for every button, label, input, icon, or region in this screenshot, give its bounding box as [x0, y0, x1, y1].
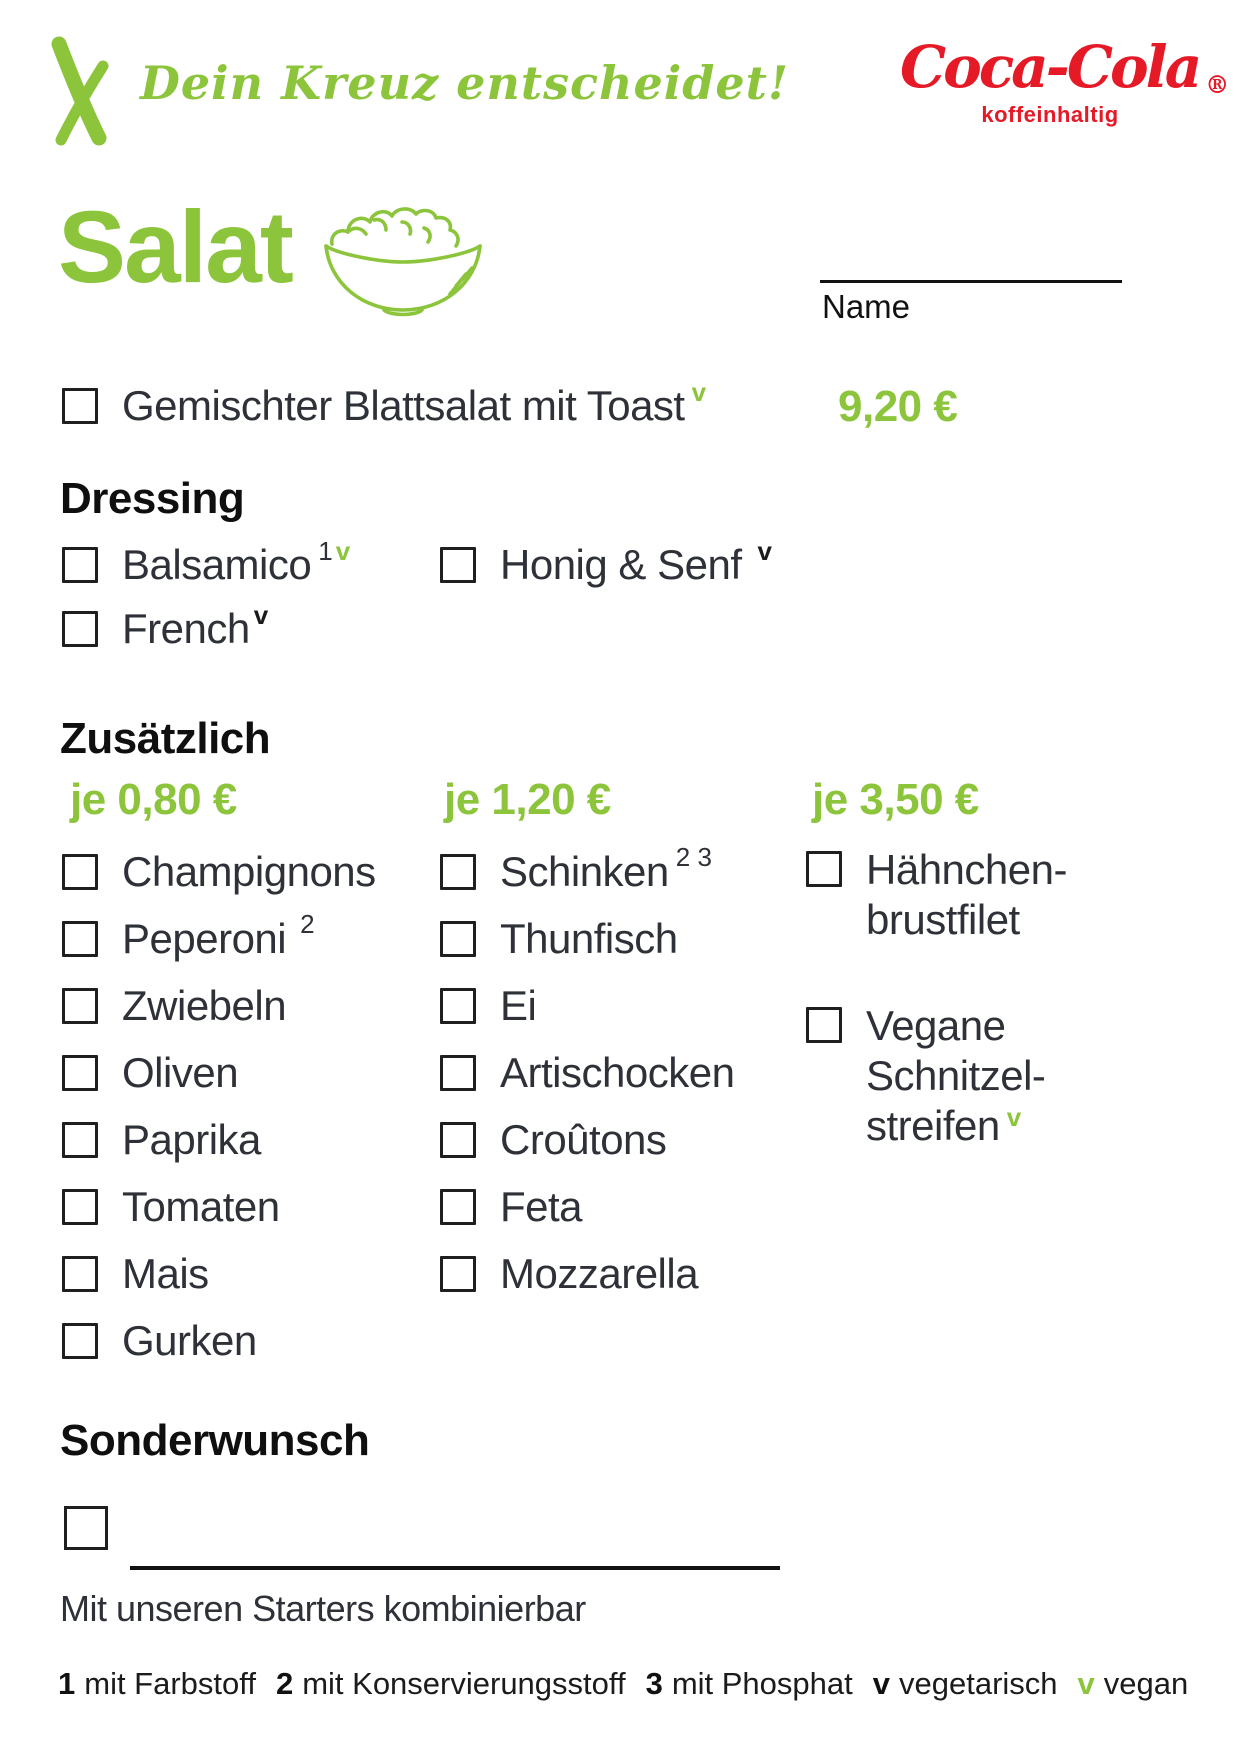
- dressing-item-balsamico: [62, 535, 351, 589]
- vegan-marker: v: [691, 376, 707, 407]
- name-label: Name: [822, 288, 911, 325]
- item-label: Gurken: [122, 1316, 257, 1364]
- legend-entry: [276, 1666, 626, 1702]
- additive-marker: 1: [318, 535, 333, 566]
- item-label: Hähnchen- brustfilet: [866, 846, 1067, 943]
- vegetarian-marker: v: [253, 599, 269, 630]
- item-label: Feta: [500, 1182, 583, 1230]
- extras-item: [806, 1001, 1067, 1156]
- checkbox-tomaten[interactable]: [62, 1189, 98, 1225]
- extras-item: [440, 1173, 734, 1240]
- vegetarian-marker: v: [757, 535, 772, 566]
- checkbox-sonderwunsch[interactable]: [64, 1506, 108, 1550]
- extras-heading: Zusätzlich: [60, 714, 271, 763]
- footnote-legend: [58, 1666, 1188, 1702]
- checkbox-honig-senf[interactable]: [440, 547, 476, 583]
- extras-item: [62, 1106, 376, 1173]
- checkbox-croutons[interactable]: [440, 1122, 476, 1158]
- checkbox-peperoni[interactable]: [62, 921, 98, 957]
- extras-price-col3: je 3,50 €: [812, 775, 979, 824]
- item-label: Thunfisch: [500, 914, 678, 962]
- name-input-line[interactable]: [820, 280, 1122, 283]
- item-label: Ei: [500, 981, 537, 1029]
- checkbox-zwiebeln[interactable]: [62, 988, 98, 1024]
- vegan-marker: v: [335, 535, 351, 566]
- legend-text: vegetarisch: [899, 1666, 1058, 1701]
- legend-vegan-marker: v: [1077, 1666, 1095, 1701]
- extras-price-col2: je 1,20 €: [444, 775, 611, 824]
- dressing-heading: Dressing: [60, 474, 245, 523]
- extras-item: [62, 1173, 376, 1240]
- legend-marker: 3: [645, 1666, 663, 1701]
- x-mark-icon: [45, 36, 115, 153]
- legend-entry: [58, 1666, 256, 1702]
- coca-cola-subtitle: koffeinhaltig: [981, 101, 1119, 127]
- tagline: Dein Kreuz entscheidet!: [140, 56, 790, 110]
- registered-icon: ®: [1205, 70, 1230, 99]
- legend-entry: [873, 1666, 1058, 1702]
- extras-item: [440, 972, 734, 1039]
- item-label: Mozzarella: [500, 1249, 699, 1297]
- item-label: Paprika: [122, 1115, 261, 1163]
- extras-item: [806, 845, 1067, 945]
- extras-item: [62, 838, 376, 905]
- page-title: Salat: [58, 190, 292, 304]
- extras-item: [440, 1039, 734, 1106]
- additive-marker: 2: [300, 909, 315, 939]
- checkbox-thunfisch[interactable]: [440, 921, 476, 957]
- main-item-label: Gemischter Blattsalat mit Toast: [122, 382, 685, 429]
- dressing-item-honig-senf: [440, 535, 772, 589]
- checkbox-gemischter-blattsalat[interactable]: [62, 388, 98, 424]
- checkbox-mais[interactable]: [62, 1256, 98, 1292]
- legend-vegetarian-marker: v: [872, 1666, 890, 1701]
- checkbox-artischocken[interactable]: [440, 1055, 476, 1091]
- legend-entry: [646, 1666, 853, 1702]
- extras-item: [440, 838, 734, 905]
- checkbox-oliven[interactable]: [62, 1055, 98, 1091]
- item-label: Peperoni: [122, 914, 287, 962]
- legend-entry: [1078, 1666, 1189, 1702]
- legend-marker: 2: [275, 1666, 294, 1701]
- legend-text: mit Phosphat: [671, 1666, 853, 1701]
- legend-text: mit Konservierungsstoff: [302, 1666, 626, 1701]
- extras-item: [62, 1039, 376, 1106]
- item-label: Tomaten: [122, 1182, 280, 1230]
- checkbox-schinken[interactable]: [440, 854, 476, 890]
- item-label: Vegane Schnitzel- streifen $^v$: [866, 1002, 1046, 1149]
- item-label: Zwiebeln: [122, 981, 287, 1029]
- checkbox-feta[interactable]: [440, 1189, 476, 1225]
- main-item-row: [62, 376, 707, 430]
- checkbox-paprika[interactable]: [62, 1122, 98, 1158]
- sonderwunsch-heading: Sonderwunsch: [60, 1416, 370, 1465]
- checkbox-haehnchenbrustfilet[interactable]: [806, 851, 842, 887]
- vegan-marker: v: [1006, 1102, 1021, 1132]
- additive-marker: 2 3: [675, 842, 712, 872]
- checkbox-french[interactable]: [62, 611, 98, 647]
- legend-marker: 1: [58, 1666, 76, 1701]
- dressing-item-french: [62, 599, 269, 653]
- extras-item: [440, 1106, 734, 1173]
- extras-price-col1: je 0,80 €: [70, 775, 237, 824]
- extras-item: [62, 905, 376, 972]
- coca-cola-logo: [900, 33, 1230, 128]
- item-label: Balsamico: [122, 541, 312, 588]
- main-item-price: 9,20 €: [838, 382, 958, 431]
- item-label: Honig & Senf: [500, 541, 742, 588]
- extras-item: [440, 905, 734, 972]
- item-label: Croûtons: [500, 1115, 667, 1163]
- extras-column-1: [62, 838, 376, 1374]
- legend-text: vegan: [1103, 1666, 1189, 1701]
- checkbox-balsamico[interactable]: [62, 547, 98, 583]
- item-label: Schinken: [500, 847, 669, 895]
- coca-cola-script: Coca-Cola ®: [900, 33, 1230, 101]
- checkbox-mozzarella[interactable]: [440, 1256, 476, 1292]
- item-label: Artischocken: [500, 1048, 735, 1096]
- checkbox-champignons[interactable]: [62, 854, 98, 890]
- item-label: Champignons: [122, 847, 376, 895]
- item-label: Mais: [122, 1249, 209, 1297]
- sonderwunsch-note: Mit unseren Starters kombinierbar: [60, 1588, 586, 1629]
- legend-text: mit Farbstoff: [84, 1666, 256, 1701]
- sonderwunsch-input-line[interactable]: [130, 1566, 780, 1570]
- checkbox-gurken[interactable]: [62, 1323, 98, 1359]
- item-label: Oliven: [122, 1048, 239, 1096]
- extras-column-3: [806, 845, 1067, 1156]
- checkbox-ei[interactable]: [440, 988, 476, 1024]
- extras-item: [440, 1240, 734, 1307]
- item-label: French: [122, 605, 250, 652]
- extras-item: [62, 972, 376, 1039]
- extras-item: [62, 1307, 376, 1374]
- checkbox-vegane-schnitzelstreifen[interactable]: [806, 1007, 842, 1043]
- extras-column-2: [440, 838, 734, 1307]
- salad-bowl-icon: [318, 198, 488, 325]
- extras-item: [62, 1240, 376, 1307]
